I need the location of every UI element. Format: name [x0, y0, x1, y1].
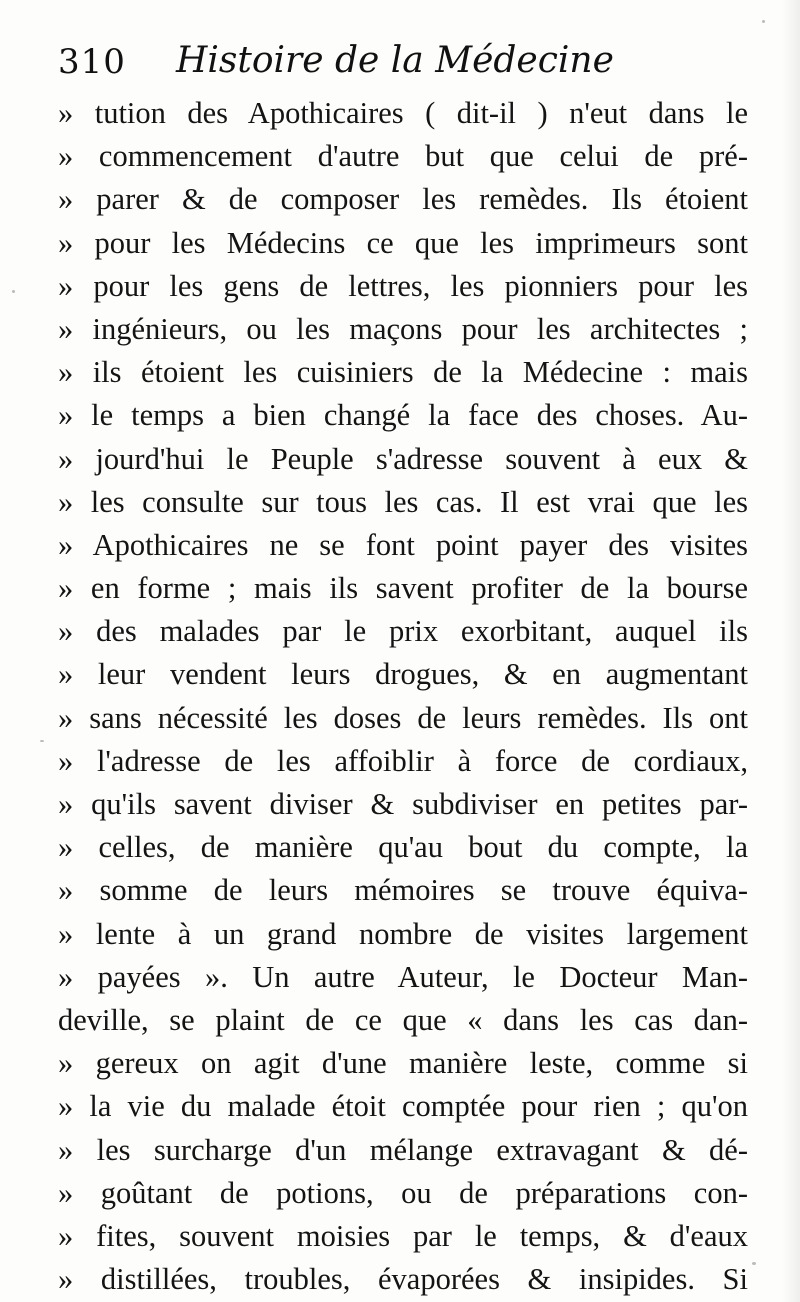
text-line: » parer & de composer les remèdes. Ils étoient — [58, 182, 748, 217]
text-line: » les surcharge d'un mélange extravagant & dé- — [58, 1132, 748, 1167]
text-line: » les consulte sur tous les cas. Il est vrai que les — [58, 484, 748, 519]
text-line: » tution des Apothicaires ( dit-il ) n'eut dans le — [58, 96, 748, 130]
text-line: » des malades par le prix exorbitant, auquel ils — [58, 614, 748, 649]
running-title: Histoire de la Médecine — [176, 40, 614, 81]
text-line: » en forme ; mais ils savent profiter de la bourse — [58, 571, 748, 606]
text-line: » payées ». Un autre Auteur, le Docteur Man- — [58, 959, 748, 994]
page-number: 310 — [58, 42, 126, 82]
text-line: » pour les gens de lettres, les pionniers pour les — [58, 268, 748, 303]
paper-speck — [762, 20, 765, 23]
page-edge-shadow — [782, 0, 800, 1302]
body-text — [58, 92, 748, 1301]
paper-speck — [12, 290, 15, 293]
text-line: » celles, de manière qu'au bout du compte, la — [58, 830, 748, 865]
text-line: » le temps a bien changé la face des choses. Au- — [58, 398, 748, 433]
text-line: » l'adresse de les affoiblir à force de cordiaux, — [58, 743, 748, 778]
text-line: » gereux on agit d'une manière leste, comme si — [58, 1046, 748, 1081]
text-line: » pour les Médecins ce que les imprimeurs sont — [58, 225, 748, 260]
paper-speck — [752, 1262, 756, 1265]
text-line: » lente à un grand nombre de visites largement — [58, 916, 748, 951]
text-line: » la vie du malade étoit comptée pour rien ; qu'on — [58, 1089, 748, 1124]
text-line: » leur vendent leurs drogues, & en augmentant — [58, 657, 748, 692]
page-header — [58, 38, 758, 88]
text-line: » somme de leurs mémoires se trouve équiva- — [58, 873, 748, 908]
paper-speck — [40, 740, 44, 742]
text-line: » Apothicaires ne se font point payer des visites — [58, 527, 748, 562]
text-line: » commencement d'autre but que celui de pré- — [58, 139, 748, 174]
text-line: » fites, souvent moisies par le temps, & d'eaux — [58, 1218, 748, 1253]
text-line: » ils étoient les cuisiniers de la Médecine : mais — [58, 355, 748, 390]
text-line: » goûtant de potions, ou de préparations con- — [58, 1175, 748, 1210]
text-line: » qu'ils savent diviser & subdiviser en petites par- — [58, 787, 748, 821]
text-line: deville, se plaint de ce que « dans les cas dan- — [58, 1002, 748, 1037]
text-line: » sans nécessité les doses de leurs remèdes. Ils ont — [58, 700, 748, 735]
text-line: » jourd'hui le Peuple s'adresse souvent à eux & — [58, 441, 748, 476]
text-line: » ingénieurs, ou les maçons pour les architectes ; — [58, 311, 748, 346]
text-line: » distillées, troubles, évaporées & insipides. Si — [58, 1262, 748, 1297]
